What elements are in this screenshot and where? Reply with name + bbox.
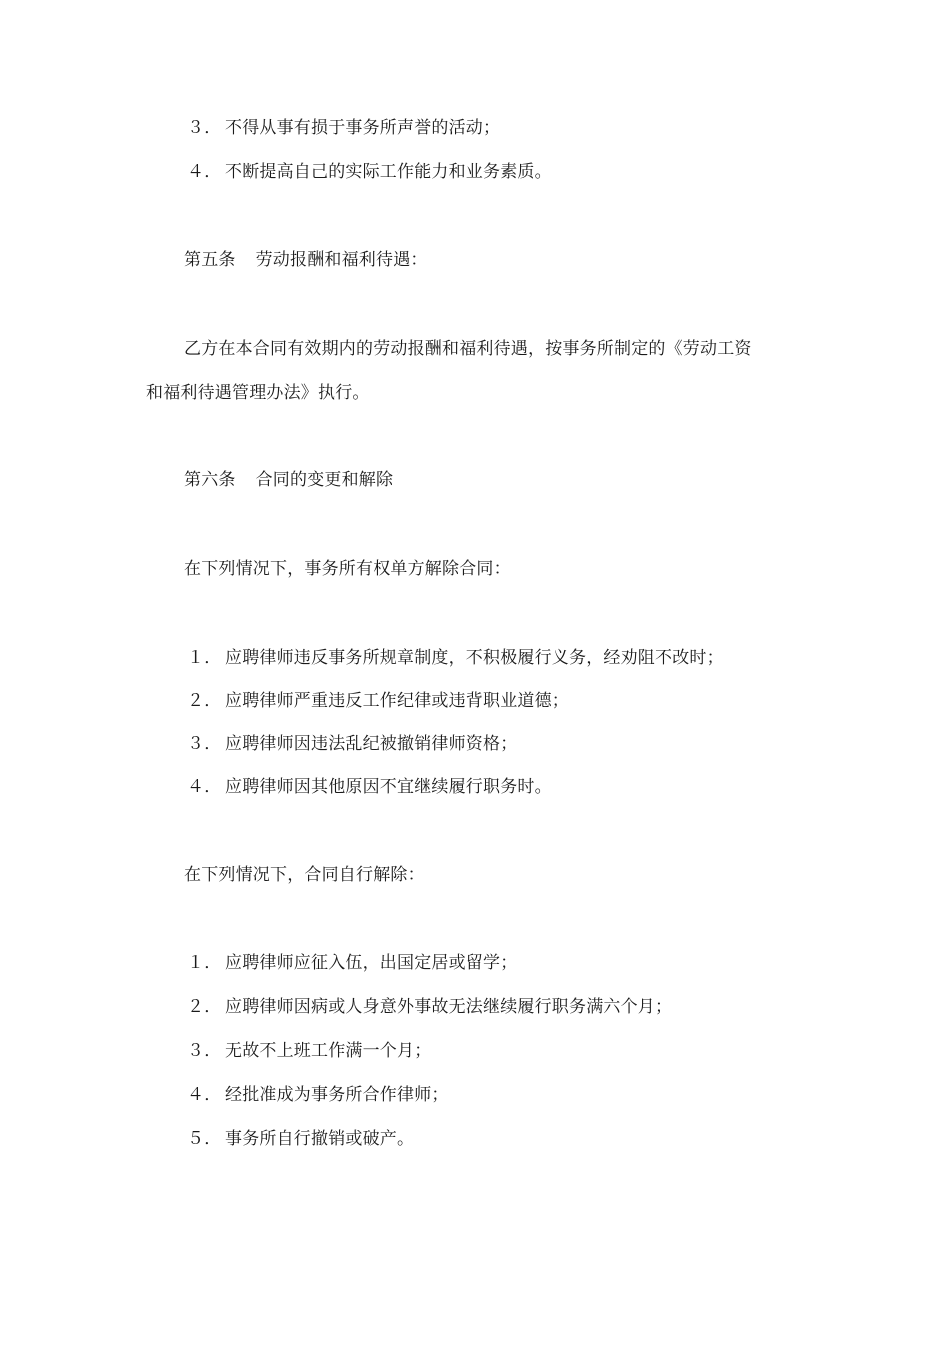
- item-text: 经批准成为事务所合作律师；: [225, 1085, 449, 1105]
- item-number: １．: [187, 953, 222, 973]
- automatic-termination-intro: [184, 863, 425, 887]
- article-5-paragraph-line-2: [146, 381, 370, 405]
- item-number: １．: [187, 648, 222, 668]
- item-text: 应聘律师因违法乱纪被撤销律师资格；: [225, 734, 518, 754]
- item-number: ４．: [187, 162, 222, 182]
- item-text: 应聘律师因病或人身意外事故无法继续履行职务满六个月；: [225, 997, 673, 1017]
- obligation-item-3: [187, 116, 500, 140]
- auto-item-2: [187, 995, 672, 1019]
- article-5-heading: [184, 248, 428, 272]
- item-text: 不断提高自己的实际工作能力和业务素质。: [225, 162, 552, 182]
- unilateral-item-4: [187, 775, 552, 799]
- item-text: 事务所自行撤销或破产。: [225, 1129, 415, 1149]
- item-number: ５．: [187, 1129, 222, 1149]
- item-number: ４．: [187, 1085, 222, 1105]
- unilateral-termination-intro: [184, 557, 511, 581]
- unilateral-item-1: [187, 646, 724, 670]
- auto-item-1: [187, 951, 517, 975]
- item-text: 应聘律师严重违反工作纪律或违背职业道德；: [225, 691, 569, 711]
- article-title: 合同的变更和解除: [255, 470, 394, 490]
- paragraph-text: 乙方在本合同有效期内的劳动报酬和福利待遇，按事务所制定的《劳动工资: [184, 339, 752, 359]
- article-5-paragraph-line-1: [184, 337, 752, 361]
- obligation-item-4: [187, 160, 552, 184]
- item-number: ３．: [187, 1041, 222, 1061]
- item-number: ３．: [187, 734, 222, 754]
- unilateral-item-3: [187, 732, 517, 756]
- auto-item-3: [187, 1039, 431, 1063]
- article-title: 劳动报酬和福利待遇：: [255, 250, 428, 270]
- item-number: ４．: [187, 777, 222, 797]
- item-text: 无故不上班工作满一个月；: [225, 1041, 432, 1061]
- item-number: ２．: [187, 691, 222, 711]
- item-text: 应聘律师因其他原因不宜继续履行职务时。: [225, 777, 552, 797]
- item-text: 应聘律师应征入伍，出国定居或留学；: [225, 953, 518, 973]
- item-text: 应聘律师违反事务所规章制度，不积极履行义务，经劝阻不改时；: [225, 648, 724, 668]
- auto-item-4: [187, 1083, 449, 1107]
- paragraph-text: 和福利待遇管理办法》执行。: [146, 383, 370, 403]
- paragraph-text: 在下列情况下，合同自行解除：: [184, 865, 425, 885]
- paragraph-text: 在下列情况下，事务所有权单方解除合同：: [184, 559, 511, 579]
- article-6-heading: [184, 468, 393, 492]
- article-number: 第六条: [184, 470, 236, 490]
- article-number: 第五条: [184, 250, 236, 270]
- item-number: ２．: [187, 997, 222, 1017]
- item-number: ３．: [187, 118, 222, 138]
- unilateral-item-2: [187, 689, 569, 713]
- item-text: 不得从事有损于事务所声誉的活动；: [225, 118, 501, 138]
- auto-item-5: [187, 1127, 414, 1151]
